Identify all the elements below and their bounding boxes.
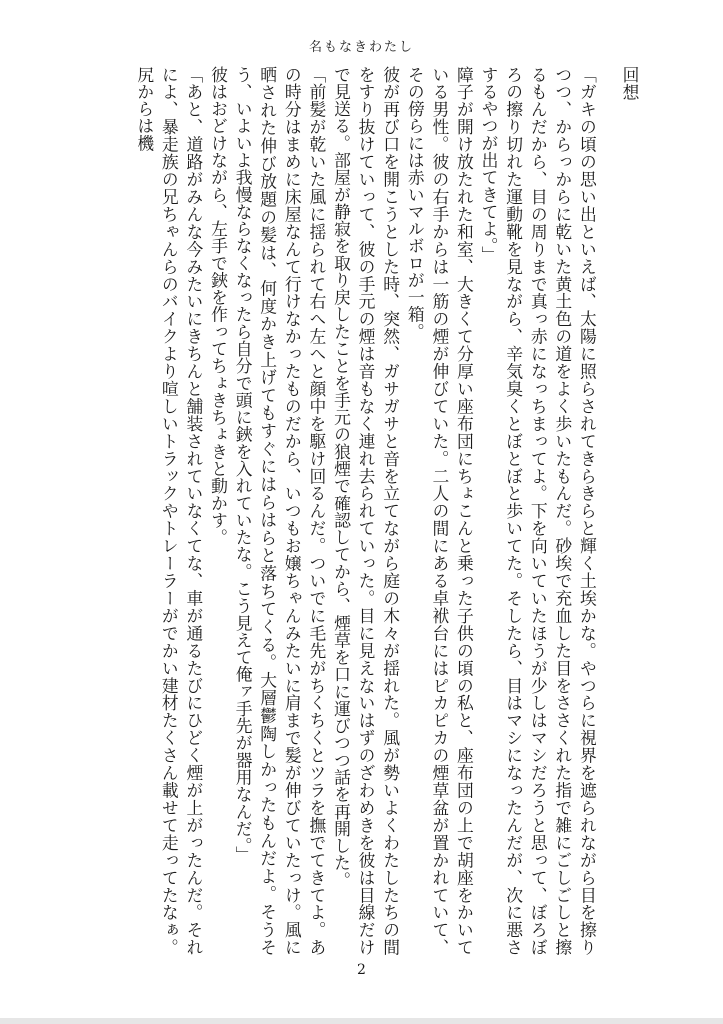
body-text <box>70 66 648 956</box>
paragraph: 彼が再び口を開こうとした時、突然、ガサガサと音を立てながら庭の木々が揺れた。風が勢いよくわたしたちの間をすり抜けていって、彼の手元の煙は音もなく連れ去られていった。目に見えないはずのざわめきを彼は目線だけで見送る。部屋が静寂を取り戻したことを手元の狼煙で確認してから、煙草を口に運びつつ話を再開した。 <box>331 66 401 956</box>
paragraph: 「ガキの頃の思い出といえば、太陽に照らされてきらきらと輝く土埃かな。やつらに視界を遮られながら目を擦りつつ、からっからに乾いた黄土色の道をよく歩いたもんだ。砂埃で充血した目をささくれた指で雑にごしごしと擦るもんだから、目の周りまで真っ赤になっちまってよ。下を向いていたほうが少しはマシだろうと思って、ぼろぼろの擦り切れた運動靴を見ながら、辛気臭くとぼとぼと歩いてた。そしたら、目はマシになったんだが、次に悪さするやつが出てきてよ。」 <box>479 66 598 956</box>
running-header: 名もなきわたし <box>308 40 414 55</box>
page-number: 2 <box>357 962 366 978</box>
chapter-title: 回想 <box>620 66 640 102</box>
paragraph: 障子が開け放たれた和室、大きくて分厚い座布団にちょこんと乗った子供の頃の私と、座布団の上で胡座をかいている男性。彼の右手からは一筋の煙が伸びていた。二人の間にある卓袱台にはピカピカの煙草盆が置かれていて、その傍らには赤いマルボロが一箱。 <box>405 66 475 956</box>
bottom-scroll-edge <box>0 1018 723 1024</box>
paragraph: 「あと、道路がみんな今みたいにきちんと舗装されていなくてな、車が通るたびにひどく煙が上がったんだ。それによ、暴走族の兄ちゃんらのバイクより喧しいトラックやトレーラーがでかい建材たくさん載せて走ってたなぁ。尻からは機 <box>134 66 204 956</box>
paragraph: 彼はおどけながら、左手で鋏を作ってちょきちょきと動かす。 <box>208 66 229 546</box>
paragraph: 「前髪が乾いた風に揺られて右へ左へと顔中を駆け回るんだ。ついでに毛先がちくちくとツラを撫でてきてよ。あの時分はまめに床屋なんて行けなかったものだから、いつもお嬢ちゃんみたいに肩まで髪が伸びていたっけ。風に晒された伸び放題の髪は、何度かき上げてもすぐにはらはらと落ちてくる。大層鬱陶しかったもんだよ。そうそう、いよいよ我慢ならなくなったら自分で頭に鋏を入れていたな。こう見えて俺ァ手先が器用なんだ。」 <box>233 66 327 956</box>
